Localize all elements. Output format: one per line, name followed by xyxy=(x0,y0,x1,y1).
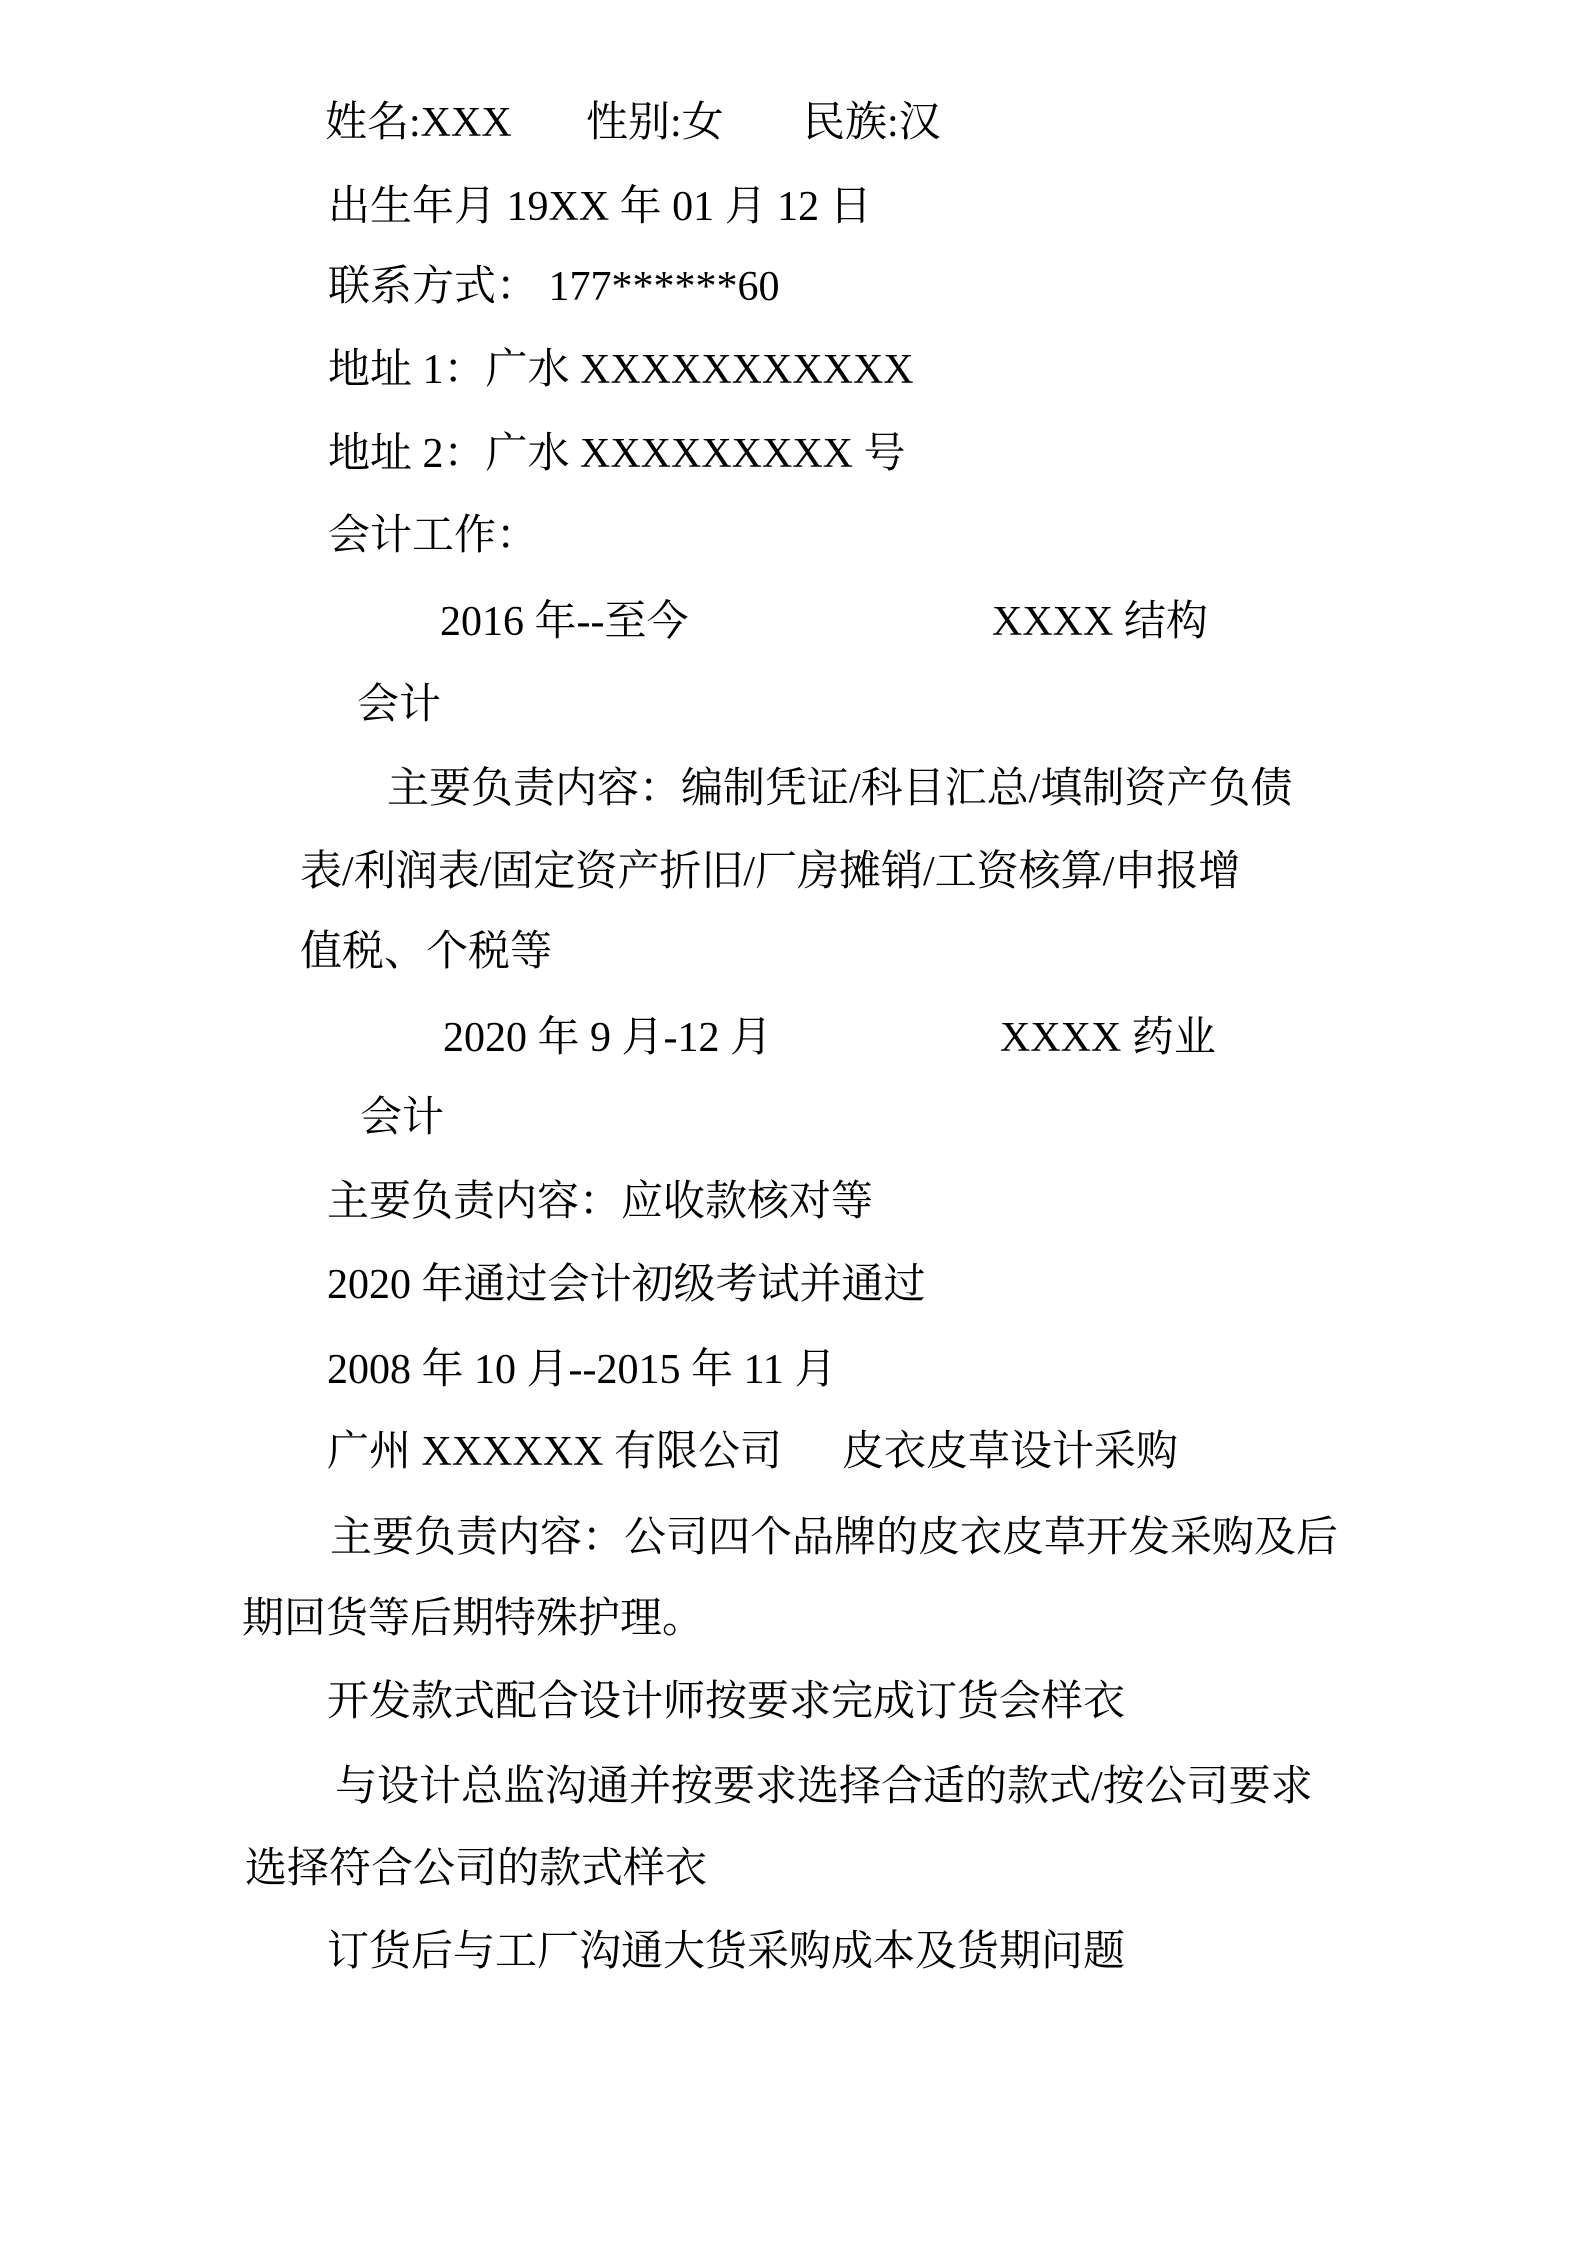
job1-title: 会计 xyxy=(357,682,442,728)
job3-duties-line-2: 期回货等后期特殊护理。 xyxy=(242,1596,705,1642)
job3-duties-line-3: 开发款式配合设计师按要求完成订货会样衣 xyxy=(327,1679,1126,1725)
job2-period: 2020 年 9 月-12 月 xyxy=(443,1015,772,1061)
job3-company: 广州 XXXXXX 有限公司 xyxy=(327,1429,782,1475)
job1-company: XXXX 结构 xyxy=(992,599,1208,645)
field-phone: 联系方式： 177******60 xyxy=(328,264,780,310)
field-gender: 性别:女 xyxy=(586,100,724,146)
job1-duties-line-2: 表/利润表/固定资产折旧/厂房摊销/工资核算/申报增 xyxy=(300,849,1241,895)
heading-accounting-work: 会计工作： xyxy=(328,513,539,559)
job2-company: XXXX 药业 xyxy=(1000,1015,1216,1061)
certificate-note: 2020 年通过会计初级考试并通过 xyxy=(327,1262,926,1308)
job3-duties-line-5: 选择符合公司的款式样衣 xyxy=(245,1846,708,1892)
field-birthdate: 出生年月 19XX 年 01 月 12 日 xyxy=(328,184,872,230)
job3-duties-line-6: 订货后与工厂沟通大货采购成本及货期问题 xyxy=(327,1929,1126,1975)
job2-title: 会计 xyxy=(360,1095,445,1141)
job2-duties: 主要负责内容：应收款核对等 xyxy=(327,1179,874,1225)
field-address-2: 地址 2：广水 XXXXXXXXX 号 xyxy=(328,431,906,477)
job3-period: 2008 年 10 月--2015 年 11 月 xyxy=(327,1347,837,1393)
job3-duties-line-1: 主要负责内容：公司四个品牌的皮衣皮草开发采购及后 xyxy=(330,1515,1339,1561)
job1-duties-line-3: 值税、个税等 xyxy=(300,929,553,975)
job1-period: 2016 年--至今 xyxy=(440,599,689,645)
field-ethnicity: 民族:汉 xyxy=(803,100,941,146)
job3-duties-line-4: 与设计总监沟通并按要求选择合适的款式/按公司要求 xyxy=(335,1764,1313,1810)
field-address-1: 地址 1：广水 XXXXXXXXXXX xyxy=(328,347,914,393)
job3-title: 皮衣皮草设计采购 xyxy=(842,1429,1179,1475)
field-name: 姓名:XXX xyxy=(325,100,512,146)
job1-duties-line-1: 主要负责内容：编制凭证/科目汇总/填制资产负债 xyxy=(387,766,1293,812)
